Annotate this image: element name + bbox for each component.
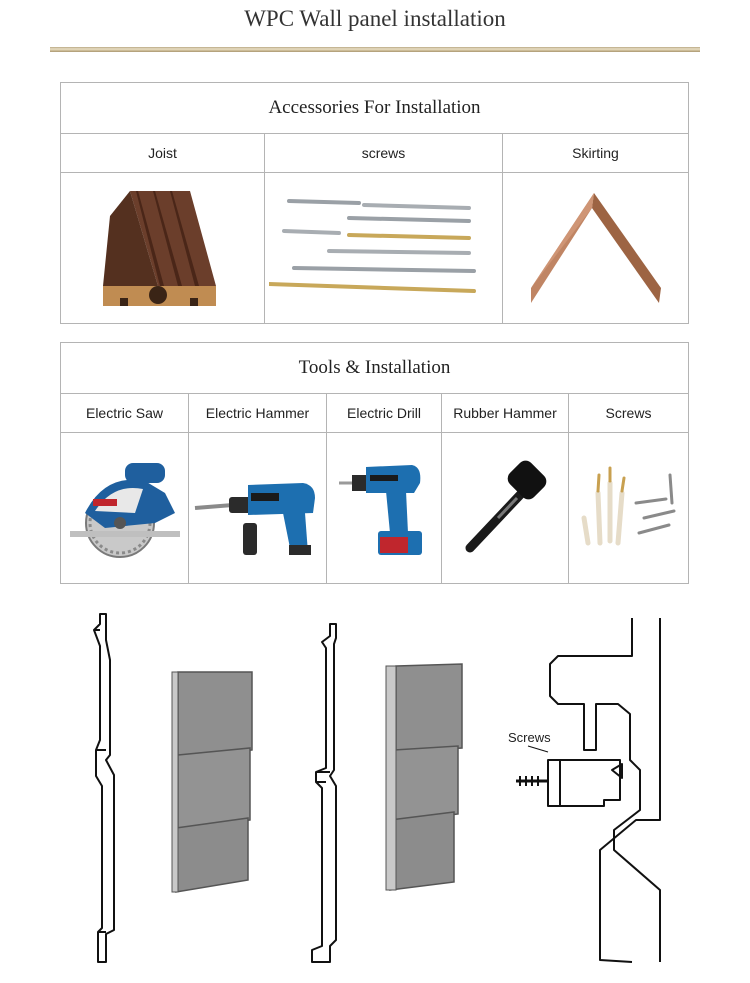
joint-detail xyxy=(548,618,660,962)
electric-saw-icon xyxy=(65,453,185,563)
tool-label: Electric Hammer xyxy=(189,394,327,432)
panel-profile-left xyxy=(94,614,114,962)
tools-image-row xyxy=(61,433,688,583)
accessory-label: Skirting xyxy=(572,145,619,161)
panel-profile-center xyxy=(312,624,336,962)
tools-table xyxy=(60,342,689,584)
accessories-heading: Accessories For Installation xyxy=(61,83,688,134)
accessory-label: Joist xyxy=(61,134,265,172)
wall-panels-stack-center xyxy=(386,664,462,890)
wall-panels-stack-left xyxy=(172,672,252,892)
accessories-table xyxy=(60,82,689,324)
rubber-hammer-cell xyxy=(442,433,569,583)
electric-hammer-icon xyxy=(193,453,323,563)
title-divider xyxy=(50,47,700,52)
tool-label: Screws xyxy=(605,405,652,421)
rubber-hammer-icon xyxy=(450,453,560,563)
tools-label-row xyxy=(61,394,688,433)
electric-hammer-cell xyxy=(189,433,327,583)
screws-cell xyxy=(265,173,503,323)
joist-icon xyxy=(98,186,228,311)
installation-diagram xyxy=(0,600,750,983)
anchor-screws-cell xyxy=(569,433,688,583)
electric-saw-cell xyxy=(61,433,189,583)
screws-set-icon xyxy=(269,193,499,303)
tool-label: Electric Saw xyxy=(61,394,189,432)
joist-cell xyxy=(61,173,265,323)
skirting-cell xyxy=(503,173,688,323)
accessories-image-row xyxy=(61,173,688,323)
tools-heading: Tools & Installation xyxy=(61,343,688,394)
accessory-label: screws xyxy=(265,134,503,172)
screws-leader-line xyxy=(528,746,548,752)
electric-drill-cell xyxy=(327,433,442,583)
tool-label: Electric Drill xyxy=(327,394,442,432)
page-title: WPC Wall panel installation xyxy=(244,6,506,31)
accessories-label-row xyxy=(61,134,688,173)
electric-drill-icon xyxy=(334,453,434,563)
screws-callout-label: Screws xyxy=(508,730,551,745)
screw-icon xyxy=(516,776,548,786)
tool-label: Rubber Hammer xyxy=(442,394,569,432)
skirting-icon xyxy=(526,188,666,308)
anchor-screws-icon xyxy=(574,463,684,553)
